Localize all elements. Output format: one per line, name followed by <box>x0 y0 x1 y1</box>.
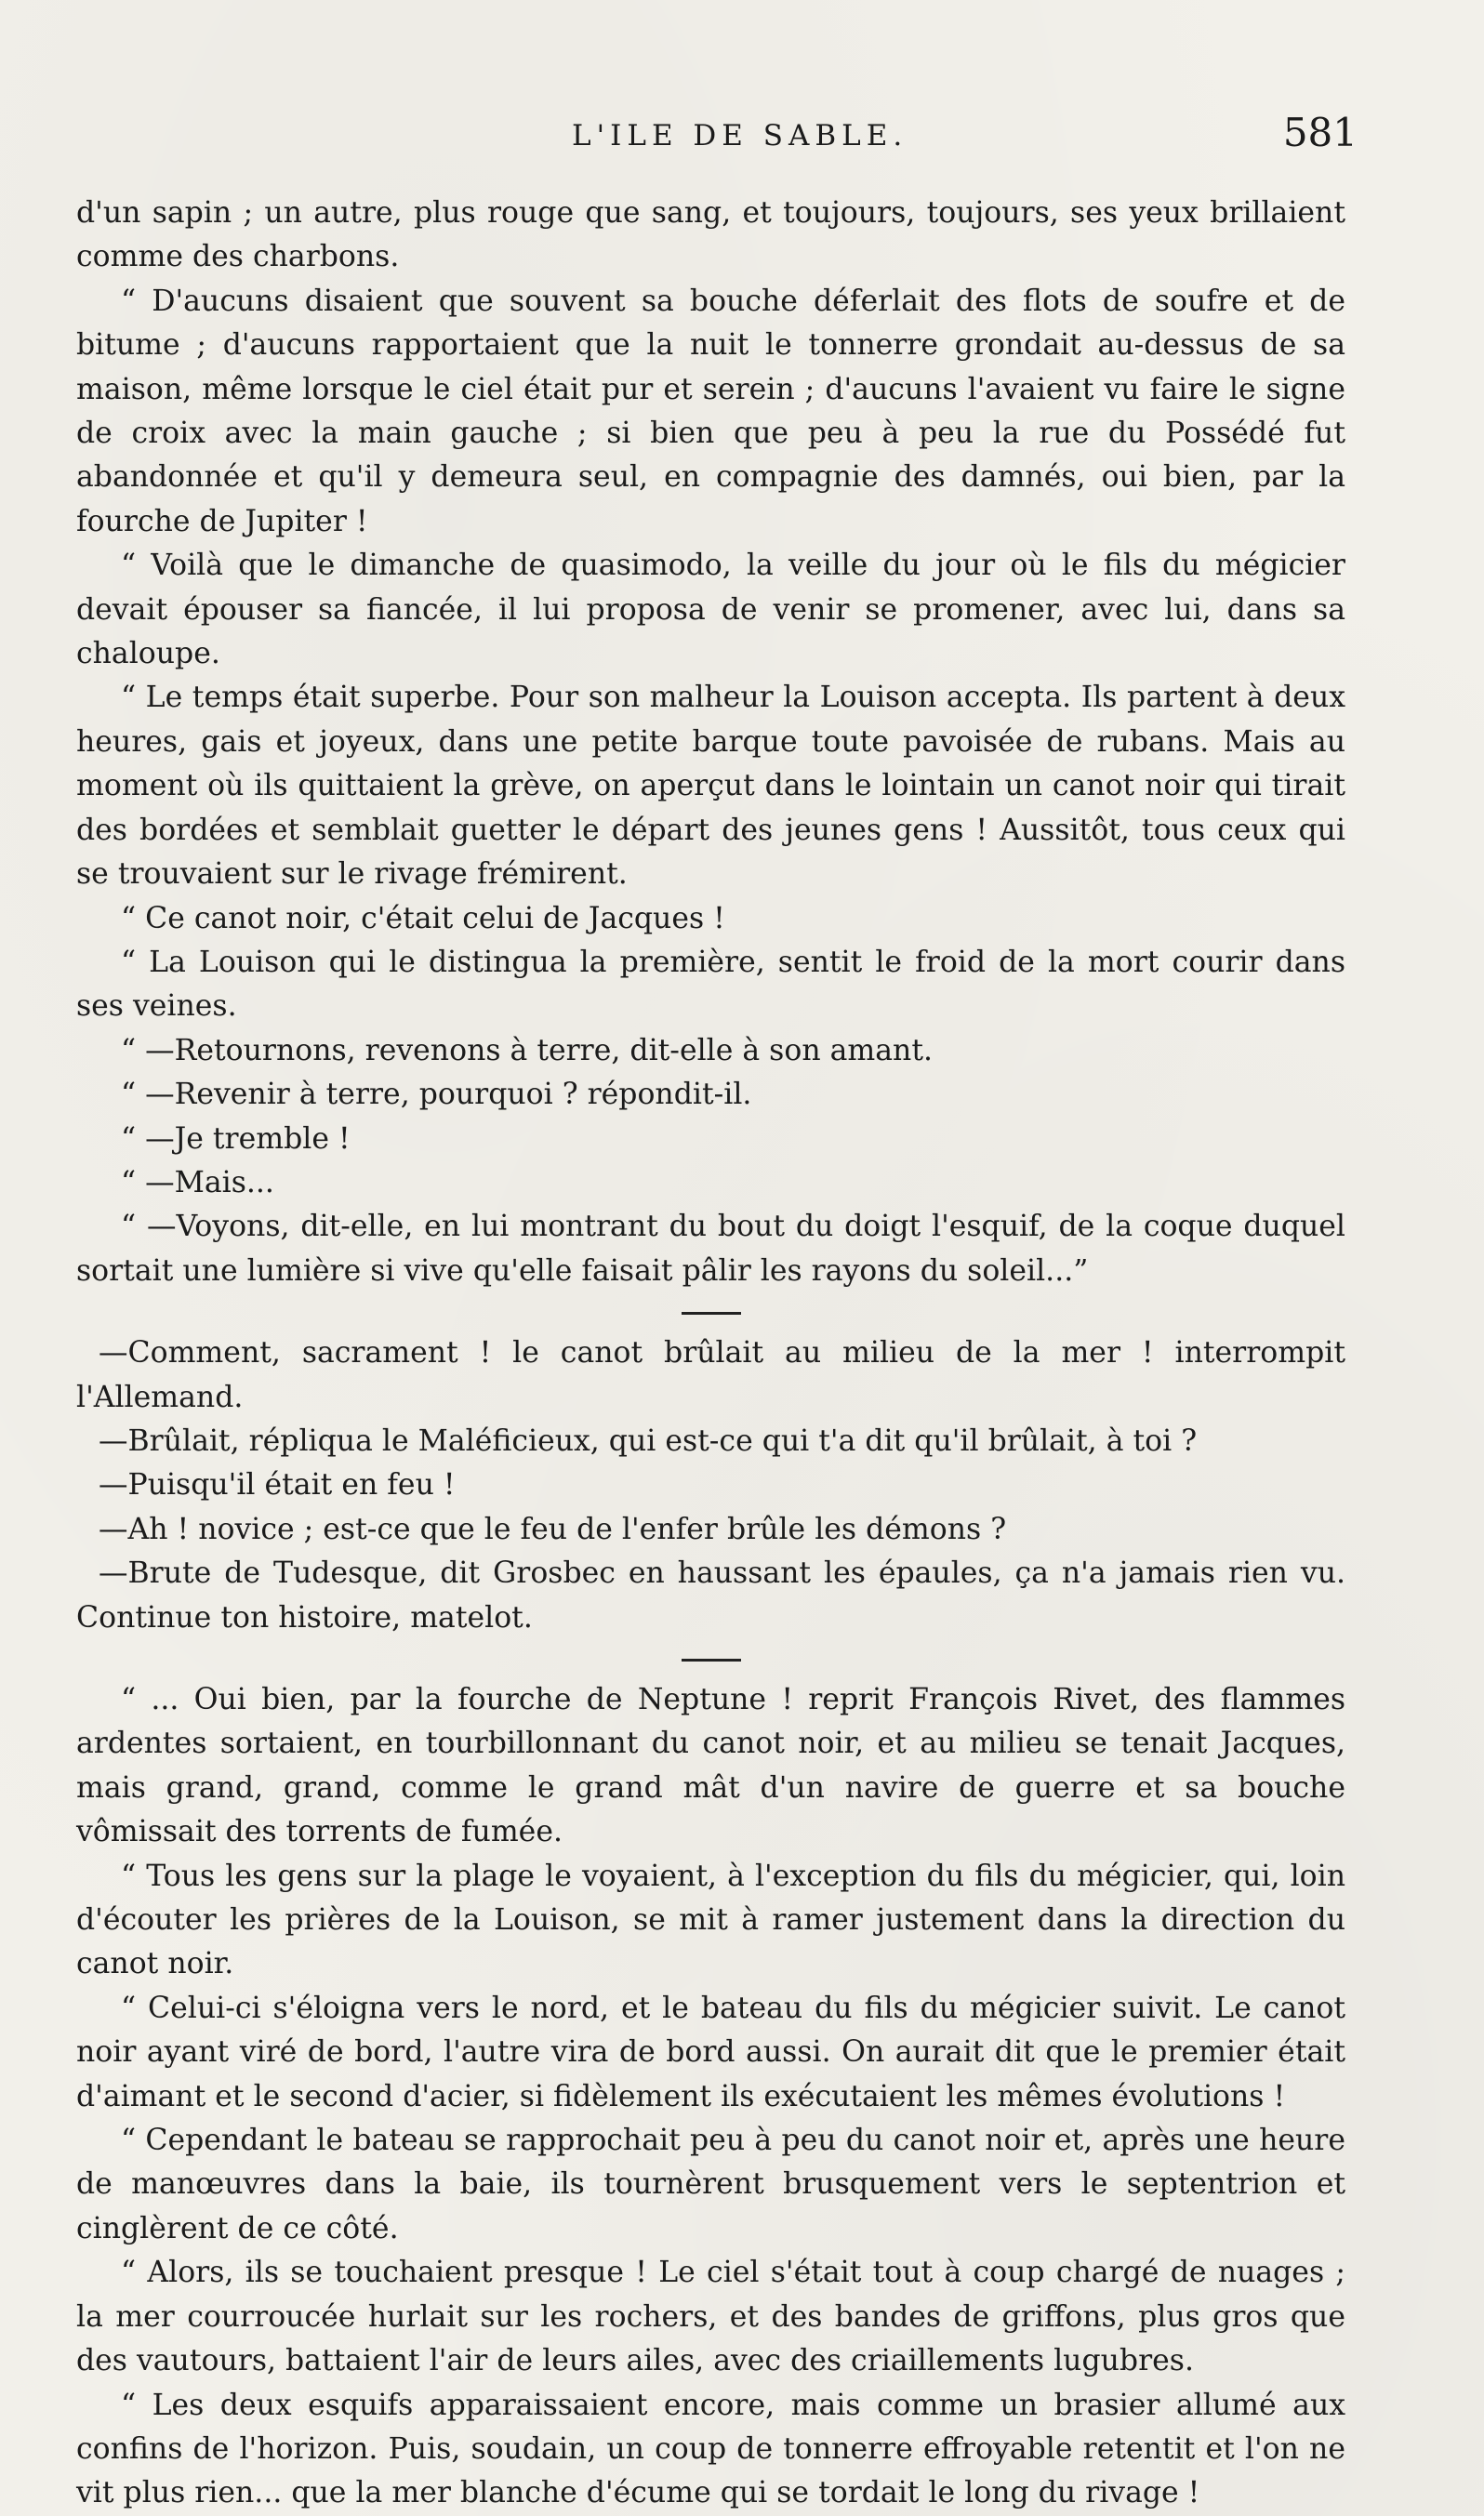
paragraph: “ Tous les gens sur la plage le voyaient, à l'exception du fils du mégicier, qui, loin d'écouter les prières de la Louison, se mit à ramer justement dans la direction du canot noir. <box>76 1859 1345 1981</box>
dialogue-line: “ —Revenir à terre, pourquoi ? répondit-il. <box>121 1078 752 1112</box>
body-text <box>76 192 1345 2516</box>
paragraph: “ Le temps était superbe. Pour son malheur la Louison accepta. Ils partent à deux heures, gais et joyeux, dans une petite barque toute pavoisée de rubans. Mais au moment où ils quittaient la grève, on aperçut dans le lointain un canot noir qui tirait des bordées et semblait guetter le départ des jeunes gens ! Aussitôt, tous ceux qui se trouvaient sur le rivage frémirent. <box>76 681 1345 892</box>
dialogue-line: “ —Je tremble ! <box>121 1121 351 1156</box>
paragraph: “ ... Oui bien, par la fourche de Neptune ! reprit François Rivet, des flammes ardentes sortaient, en tourbillonnant du canot noir, et au milieu se tenait Jacques, mais grand, grand, comme le grand mât d'un navire de guerre et sa bouche vômissait des torrents de fumée. <box>76 1683 1345 1849</box>
paragraph: d'un sapin ; un autre, plus rouge que sang, et toujours, toujours, ses yeux brillaient comme des charbons. <box>76 196 1345 274</box>
dialogue-line: —Brute de Tudesque, dit Grosbec en haussant les épaules, ça n'a jamais rien vu. Continue ton histoire, matelot. <box>76 1556 1345 1635</box>
dialogue-line: “ —Voyons, dit-elle, en lui montrant du bout du doigt l'esquif, de la coque duquel sortait une lumière si vive qu'elle faisait pâlir les rayons du soleil...” <box>76 1210 1345 1288</box>
page-header <box>56 110 1358 166</box>
page-number: 581 <box>1282 110 1358 155</box>
paragraph: “ Ce canot noir, c'était celui de Jacques ! <box>121 901 725 935</box>
dialogue-line: —Comment, sacrament ! le canot brûlait au milieu de la mer ! interrompit l'Allemand. <box>76 1336 1345 1414</box>
paragraph: “ La Louison qui le distingua la première, sentit le froid de la mort courir dans ses veines. <box>76 945 1345 1024</box>
dialogue-line: —Ah ! novice ; est-ce que le feu de l'enfer brûle les démons ? <box>99 1512 1007 1546</box>
dialogue-line: “ —Mais... <box>121 1165 274 1199</box>
paragraph: “ Alors, ils se touchaient presque ! Le ciel s'était tout à coup chargé de nuages ; la mer courroucée hurlait sur les rochers, et des bandes de griffons, plus gros que des vautours, battaient l'air de leurs ailes, avec des criaillements lugubres. <box>76 2256 1345 2378</box>
section-divider <box>682 1659 741 1662</box>
dialogue-line: —Brûlait, répliqua le Maléficieux, qui est-ce qui t'a dit qu'il brûlait, à toi ? <box>99 1424 1198 1458</box>
running-title: L'ILE DE SABLE. <box>572 119 908 152</box>
section-divider <box>682 1312 741 1315</box>
paragraph: “ Celui-ci s'éloigna vers le nord, et le bateau du fils du mégicier suivit. Le canot noir ayant viré de bord, l'autre vira de bord aussi. On aurait dit que le premier était d'aimant et le second d'acier, si fidèlement ils exécutaient les mêmes évolutions ! <box>76 1991 1345 2113</box>
paragraph: “ D'aucuns disaient que souvent sa bouche déferlait des flots de soufre et de bitume ; d'aucuns rapportaient que la nuit le tonnerre grondait au-dessus de sa maison, même lorsque le ciel était pur et serein ; d'aucuns l'avaient vu faire le signe de croix avec la main gauche ; si bien que peu à peu la rue du Possédé fut abandonnée et qu'il y demeura seul, en compagnie des damnés, oui bien, par la fourche de Jupiter ! <box>76 284 1345 538</box>
dialogue-line: “ —Retournons, revenons à terre, dit-elle à son amant. <box>121 1033 934 1067</box>
paragraph: “ Voilà que le dimanche de quasimodo, la veille du jour où le fils du mégicier devait épouser sa fiancée, il lui proposa de venir se promener, avec lui, dans sa chaloupe. <box>76 549 1345 671</box>
paragraph: “ Les deux esquifs apparaissaient encore, mais comme un brasier allumé aux confins de l'horizon. Puis, soudain, un coup de tonnerre effroyable retentit et l'on ne vit plus rien... que la mer blanche d'écume qui se tordait le long du rivage ! <box>76 2388 1345 2510</box>
paragraph: “ Cependant le bateau se rapprochait peu à peu du canot noir et, après une heure de manœuvres dans la baie, ils tournèrent brusquement vers le septentrion et cinglèrent de ce côté. <box>76 2124 1345 2245</box>
dialogue-line: —Puisqu'il était en feu ! <box>99 1468 456 1503</box>
